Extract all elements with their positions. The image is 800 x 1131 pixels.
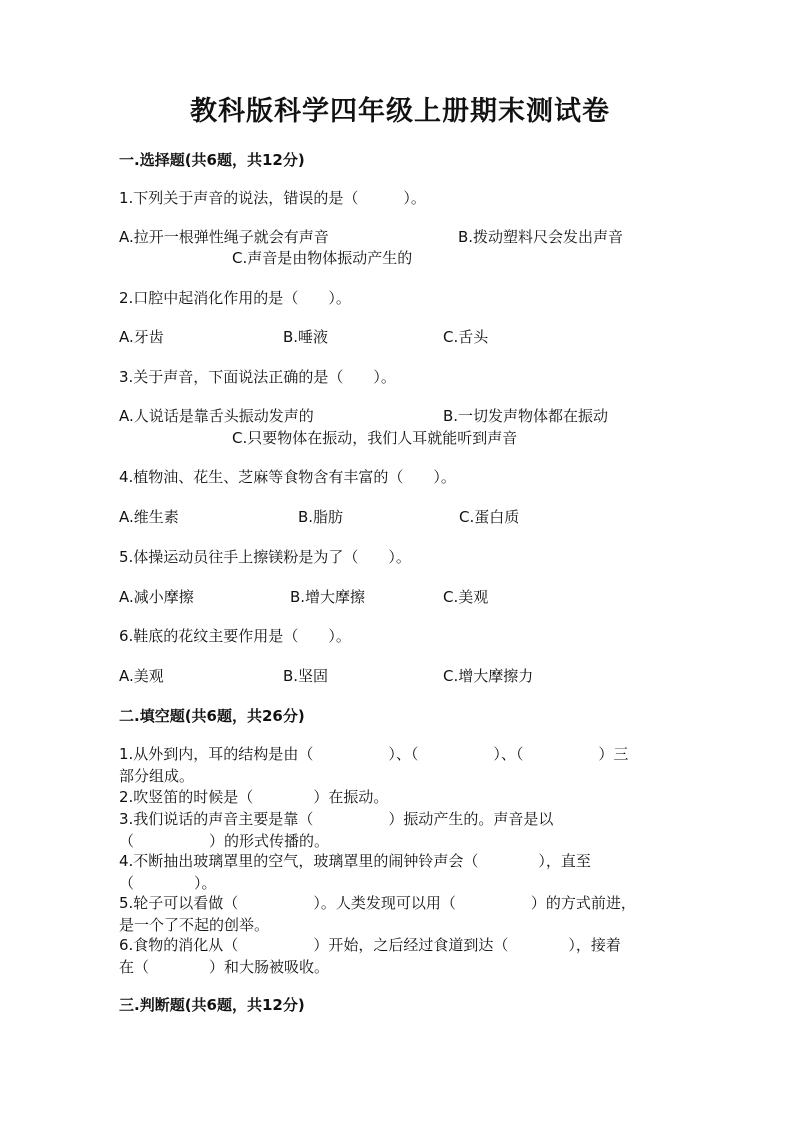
fill-question-1-line2: 部分组成。 — [119, 767, 195, 785]
fill-question-4-line2: （ ）。 — [119, 874, 217, 892]
option-3b: B.一切发声物体都在振动 — [443, 407, 609, 425]
option-2b: B.唾液 — [283, 328, 329, 346]
page-title: 教科版科学四年级上册期末测试卷 — [190, 96, 610, 127]
option-3c: C.只要物体在振动，我们人耳就能听到声音 — [232, 429, 518, 447]
fill-question-6 — [119, 934, 684, 978]
option-5b: B.增大摩擦 — [290, 588, 366, 606]
choice-question-1: 1.下列关于声音的说法，错误的是（ ）。 — [119, 189, 426, 207]
fill-question-3-line1: 3.我们说话的声音主要是靠（ ）振动产生的。声音是以 — [119, 810, 554, 828]
fill-question-6-line1: 6.食物的消化从（ ）开始，之后经过食道到达（ ），接着 — [119, 936, 621, 954]
choice-question-6: 6.鞋底的花纹主要作用是（ ）。 — [119, 627, 351, 645]
option-5c: C.美观 — [443, 588, 489, 606]
section-heading-choice: 一.选择题(共6题，共12分) — [119, 151, 305, 169]
fill-question-1 — [119, 743, 684, 787]
fill-question-4 — [119, 850, 684, 894]
option-1b: B.拨动塑料尺会发出声音 — [458, 228, 624, 246]
fill-question-4-line1: 4.不断抽出玻璃罩里的空气，玻璃罩里的闹钟铃声会（ ），直至 — [119, 852, 591, 870]
option-6b: B.坚固 — [283, 667, 329, 685]
fill-question-5-line2: 是一个了不起的创举。 — [119, 916, 270, 934]
option-6c: C.增大摩擦力 — [443, 667, 534, 685]
option-4a: A.维生素 — [119, 508, 179, 526]
choice-question-2: 2.口腔中起消化作用的是（ ）。 — [119, 289, 351, 307]
option-6a: A.美观 — [119, 667, 164, 685]
option-2c: C.舌头 — [443, 328, 489, 346]
option-5a: A.减小摩擦 — [119, 588, 194, 606]
fill-question-1-line1: 1.从外到内，耳的结构是由（ ）、（ ）、（ ）三 — [119, 745, 629, 763]
choice-question-3: 3.关于声音，下面说法正确的是（ ）。 — [119, 368, 396, 386]
option-2a: A.牙齿 — [119, 328, 164, 346]
fill-question-3 — [119, 808, 684, 852]
choice-question-5: 5.体操运动员往手上擦镁粉是为了（ ）。 — [119, 548, 411, 566]
choice-question-4: 4.植物油、花生、芝麻等食物含有丰富的（ ）。 — [119, 468, 456, 486]
fill-question-3-line2: （ ）的形式传播的。 — [119, 832, 330, 850]
option-1a: A.拉开一根弹性绳子就会有声音 — [119, 228, 329, 246]
fill-question-2-line1: 2.吹竖笛的时候是（ ）在振动。 — [119, 788, 389, 806]
option-4b: B.脂肪 — [298, 508, 344, 526]
section-heading-fill: 二.填空题(共6题，共26分) — [119, 707, 305, 725]
option-1c: C.声音是由物体振动产生的 — [232, 249, 413, 267]
fill-question-5-line1: 5.轮子可以看做（ ）。人类发现可以用（ ）的方式前进， — [119, 894, 636, 912]
option-3a: A.人说话是靠舌头振动发声的 — [119, 407, 314, 425]
fill-question-6-line2: 在（ ）和大肠被吸收。 — [119, 958, 330, 976]
fill-question-5 — [119, 892, 684, 936]
section-heading-judge: 三.判断题(共6题，共12分) — [119, 996, 305, 1014]
option-4c: C.蛋白质 — [459, 508, 520, 526]
fill-question-2 — [119, 786, 684, 808]
